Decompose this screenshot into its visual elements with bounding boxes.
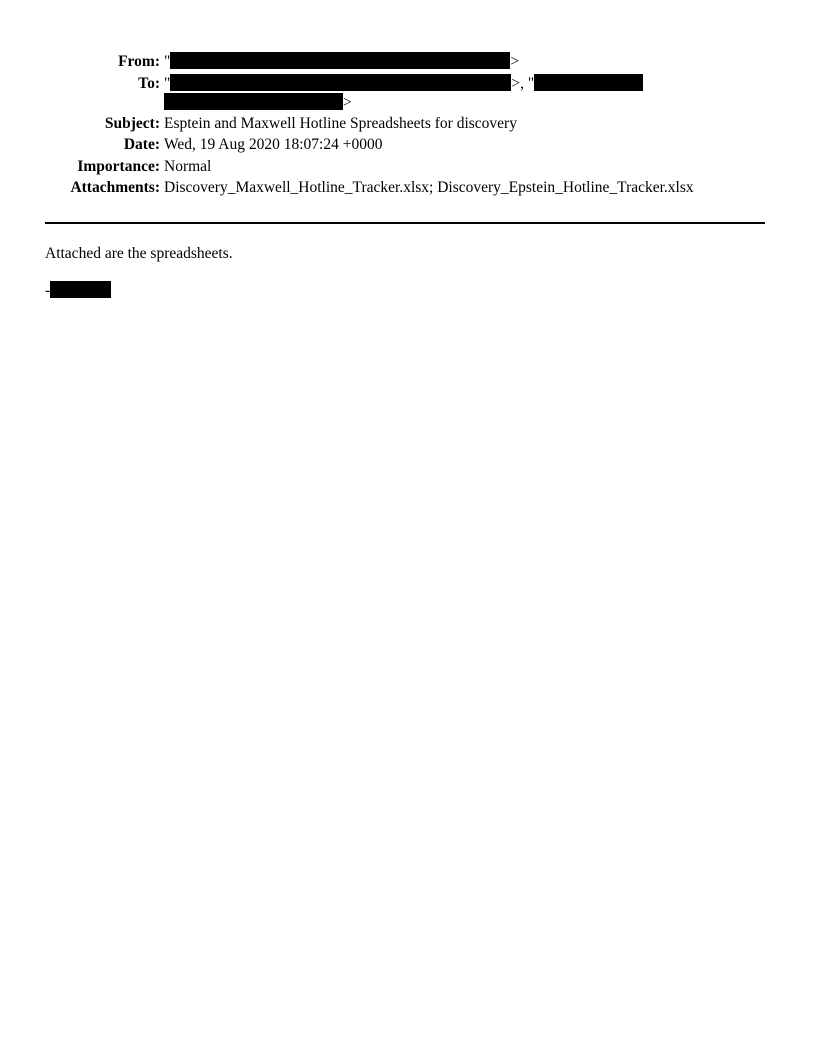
from-redaction (170, 52, 510, 69)
from-value (164, 51, 519, 73)
signature (45, 280, 111, 302)
to-value-continued (164, 92, 352, 114)
attachments-value: Discovery_Maxwell_Hotline_Tracker.xlsx; Discovery_Epstein_Hotline_Tracker.xlsx (164, 179, 694, 196)
to-open-quote: " (164, 74, 171, 92)
to-label: To: (138, 74, 160, 92)
to-close-bracket: > (343, 93, 352, 111)
to-row (0, 73, 816, 113)
message-body: Attached are the spreadsheets. (45, 245, 233, 262)
signature-redaction (50, 281, 111, 298)
from-close-bracket: > (510, 53, 520, 70)
subject-row (0, 113, 816, 135)
importance-value: Normal (164, 157, 212, 175)
from-label: From: (118, 53, 160, 70)
header-divider (45, 222, 765, 224)
attachments-label: Attachments: (70, 179, 160, 196)
to-redaction-3 (164, 93, 343, 110)
to-redaction-2 (534, 74, 643, 91)
signature-dash: - (45, 282, 51, 299)
from-open-quote: " (164, 53, 171, 70)
subject-value: Esptein and Maxwell Hotline Spreadsheets for discovery (164, 114, 517, 132)
date-value: Wed, 19 Aug 2020 18:07:24 +0000 (164, 136, 383, 153)
subject-label: Subject: (104, 114, 160, 132)
to-redaction-1 (170, 74, 511, 91)
importance-label: Importance: (77, 157, 160, 175)
date-label: Date: (123, 136, 160, 153)
date-row (0, 134, 816, 156)
importance-row (0, 156, 816, 178)
from-row (0, 51, 816, 73)
to-separator: >, " (511, 74, 535, 92)
email-header (0, 51, 816, 199)
attachments-row (0, 177, 816, 199)
